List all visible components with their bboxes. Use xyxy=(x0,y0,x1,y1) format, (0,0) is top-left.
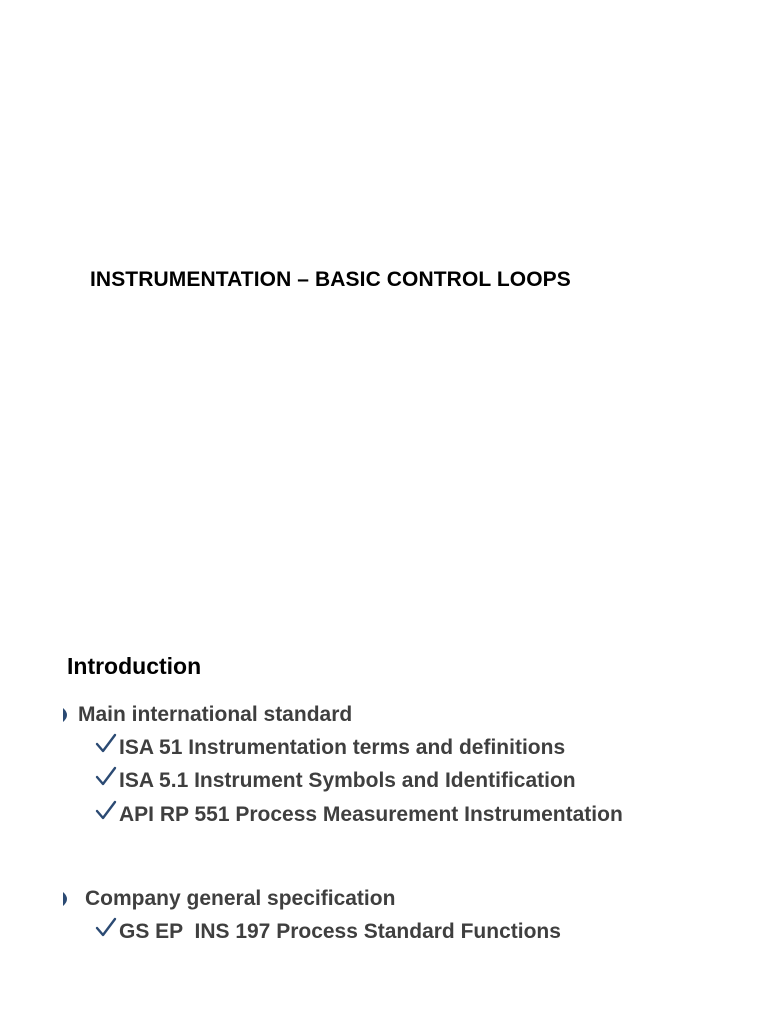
checkmark-icon xyxy=(95,766,117,786)
checkmark-icon xyxy=(95,917,117,937)
standard-item: API RP 551 Process Measurement Instrumentation xyxy=(119,803,623,826)
half-circle-bullet-icon xyxy=(62,890,72,908)
group-label-company-general-specification: Company general specification xyxy=(85,887,396,910)
introduction-heading: Introduction xyxy=(67,653,202,679)
half-circle-bullet-icon xyxy=(62,706,72,724)
specification-item: GS EP INS 197 Process Standard Functions xyxy=(119,920,561,943)
group-label-main-international-standard: Main international standard xyxy=(78,703,353,726)
standard-item: ISA 5.1 Instrument Symbols and Identification xyxy=(119,769,576,792)
standard-item: ISA 51 Instrumentation terms and definitions xyxy=(119,736,566,759)
checkmark-icon xyxy=(95,733,117,753)
checkmark-icon xyxy=(95,800,117,820)
document-title: INSTRUMENTATION – BASIC CONTROL LOOPS xyxy=(90,268,571,291)
